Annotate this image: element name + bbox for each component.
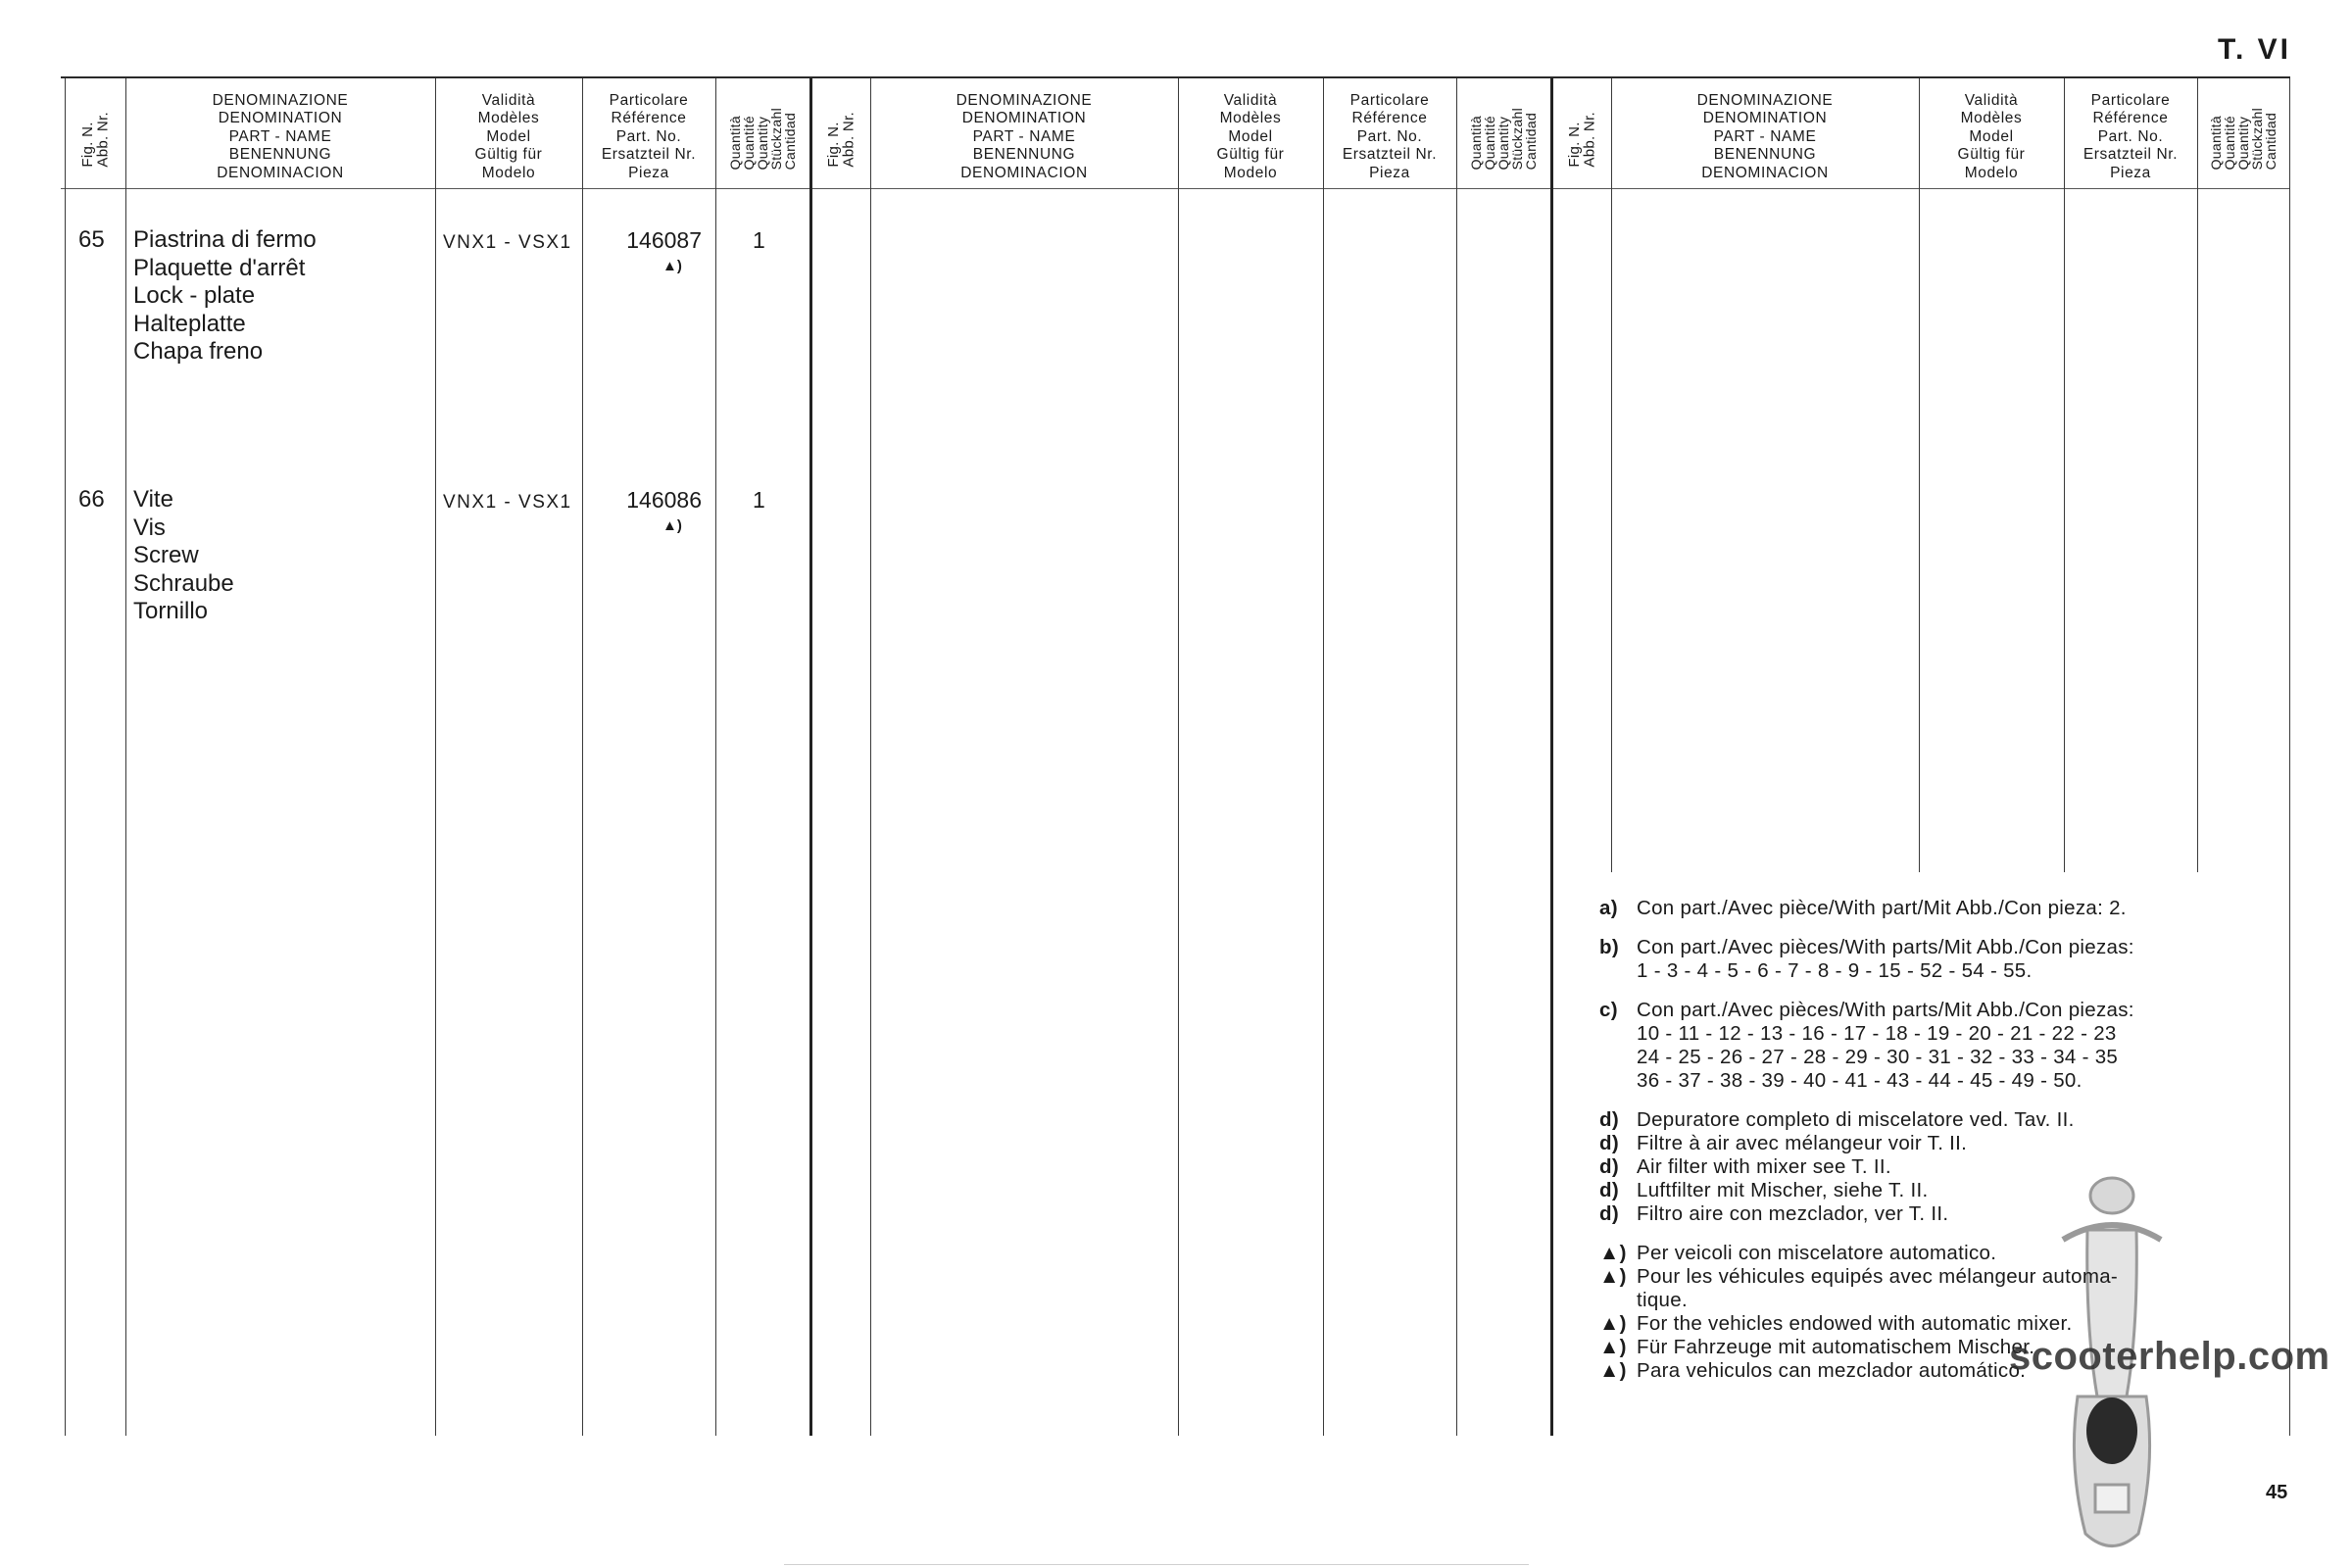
note-mark: d) [1599, 1108, 1619, 1131]
header-line: Référence [2092, 110, 2169, 127]
header-line: Modelo [1964, 164, 2019, 181]
header-line: Pieza [2110, 164, 2151, 181]
header-line: Particolare [609, 91, 689, 109]
header-denomination [870, 88, 1178, 186]
header-line: Quantité [2222, 116, 2237, 171]
header-fig-line: Abb. Nr. [840, 111, 858, 168]
part-name-list [133, 226, 317, 367]
header-line: Part. No. [2097, 127, 2164, 145]
note-line: Filtre à air avec mélangeur voir T. II. [1637, 1132, 1968, 1154]
note-line: For the vehicles endowed with automatic mixer. [1637, 1312, 2073, 1335]
header-line: Quantity [1495, 117, 1511, 171]
header-line: Quantity [2235, 117, 2251, 171]
header-line: DENOMINAZIONE [956, 91, 1093, 109]
header-denomination [1611, 88, 1919, 186]
note-item [1599, 1242, 2266, 1265]
note-line: Filtro aire con mezclador, ver T. II. [1637, 1202, 1949, 1225]
header-quantity [715, 94, 809, 184]
header-fig [1553, 94, 1611, 184]
model-validity: VNX1 - VSX1 [443, 232, 572, 253]
note-mark: ▲) [1599, 1336, 1627, 1358]
note-line: Con part./Avec pièces/With parts/Mit Abb./Con piezas: [1637, 936, 2134, 958]
note-line: Para vehiculos can mezclador automático. [1637, 1359, 2027, 1382]
note-item [1599, 936, 2266, 983]
header-line: DENOMINATION [961, 110, 1087, 127]
header-denomination [125, 88, 435, 186]
note-mark: ▲) [1599, 1242, 1627, 1264]
header-line: DENOMINAZIONE [1696, 91, 1834, 109]
note-mark: d) [1599, 1202, 1619, 1225]
note-item [1599, 1108, 2266, 1132]
header-validity [1919, 88, 2064, 186]
note-mark: d) [1599, 1179, 1619, 1201]
note-item [1599, 1179, 2266, 1202]
header-line: Stückzahl [768, 108, 784, 171]
header-fig-line: Abb. Nr. [94, 111, 111, 168]
col-rule [2197, 78, 2198, 872]
note-text [1637, 1108, 2266, 1132]
header-line: Ersatzteil Nr. [2082, 146, 2179, 164]
table-right-rule [2289, 78, 2290, 1436]
note-gap [1599, 983, 2266, 999]
part-number: 146087 [626, 227, 702, 253]
header-fig-line: Fig. N. [825, 122, 842, 168]
part-name-it: Piastrina di fermo [133, 226, 317, 253]
notes-block [1599, 897, 2266, 1383]
header-line: Cantidad [2263, 113, 2278, 171]
section-divider [809, 78, 812, 1436]
header-line: Cantidad [782, 113, 798, 171]
part-name-es: Tornillo [133, 598, 209, 624]
header-fig-line: Abb. Nr. [1581, 111, 1598, 168]
note-text [1637, 1155, 2266, 1179]
part-name-de: Schraube [133, 569, 234, 597]
part-name-fr: Plaquette d'arrêt [133, 254, 306, 281]
part-name-fr: Vis [133, 514, 166, 541]
note-line: Für Fahrzeuge mit automatischem Mischer. [1637, 1336, 2035, 1358]
header-line: BENENNUNG [228, 146, 332, 164]
scooter-plate-shape [2095, 1485, 2129, 1512]
header-line: DENOMINATION [1702, 110, 1828, 127]
header-part-no [2064, 88, 2197, 186]
note-gap [1599, 1093, 2266, 1108]
note-mark: ▲) [1599, 1359, 1627, 1382]
header-validity [1178, 88, 1323, 186]
header-line: DENOMINAZIONE [212, 91, 349, 109]
note-text [1637, 1202, 2266, 1226]
col-rule [125, 78, 126, 1436]
part-name-en: Lock - plate [133, 282, 256, 309]
header-fig [65, 94, 125, 184]
header-line: PART - NAME [1713, 127, 1817, 145]
note-line: 1 - 3 - 4 - 5 - 6 - 7 - 8 - 9 - 15 - 52 - 54 - 55. [1637, 959, 2033, 982]
note-item [1599, 1265, 2266, 1312]
scan-artifact-line [784, 1564, 1529, 1565]
table-top-rule [61, 76, 2290, 78]
note-text [1637, 936, 2266, 983]
part-note-mark: ▲) [662, 517, 682, 534]
col-rule [1456, 78, 1457, 1436]
header-line: Part. No. [615, 127, 682, 145]
note-item [1599, 1155, 2266, 1179]
col-rule [1323, 78, 1324, 1436]
note-line: Air filter with mixer see T. II. [1637, 1155, 1891, 1178]
header-validity [435, 88, 582, 186]
header-quantity [1456, 94, 1550, 184]
header-line: DENOMINACION [960, 164, 1088, 181]
col-rule [1611, 78, 1612, 872]
header-line: Cantidad [1523, 113, 1539, 171]
header-line: Modelo [481, 164, 536, 181]
header-line: Model [1969, 127, 2014, 145]
note-line: 24 - 25 - 26 - 27 - 28 - 29 - 30 - 31 - 32 - 33 - 34 - 35 [1637, 1046, 2119, 1068]
note-line: Pour les véhicules equipés avec mélangeur automa- [1637, 1265, 2119, 1288]
header-line: Validità [1964, 91, 2019, 109]
part-name-de: Halteplatte [133, 310, 246, 337]
note-gap [1599, 1226, 2266, 1242]
note-line: Con part./Avec pièce/With part/Mit Abb./Con pieza: 2. [1637, 897, 2127, 919]
col-rule [1919, 78, 1920, 872]
note-line: 36 - 37 - 38 - 39 - 40 - 41 - 43 - 44 - 45 - 49 - 50. [1637, 1069, 2082, 1092]
note-line: tique. [1637, 1289, 1688, 1311]
note-gap [1599, 920, 2266, 936]
header-line: Particolare [2090, 91, 2171, 109]
note-line: Con part./Avec pièces/With parts/Mit Abb./Con piezas: [1637, 999, 2134, 1021]
fig-number: 66 [78, 486, 105, 513]
col-rule [2064, 78, 2065, 872]
quantity-value: 1 [753, 487, 765, 513]
note-text [1637, 1242, 2266, 1265]
header-line: Validità [1223, 91, 1278, 109]
note-line: 10 - 11 - 12 - 13 - 16 - 17 - 18 - 19 - 20 - 21 - 22 - 23 [1637, 1022, 2117, 1045]
note-mark: ▲) [1599, 1312, 1627, 1335]
note-item [1599, 999, 2266, 1093]
header-bottom-rule [61, 188, 2290, 189]
note-line: Depuratore completo di miscelatore ved. Tav. II. [1637, 1108, 2075, 1131]
header-line: Gültig für [1957, 146, 2026, 164]
header-line: DENOMINATION [218, 110, 343, 127]
note-mark: c) [1599, 999, 1618, 1021]
part-name-list [133, 486, 234, 626]
header-line: Gültig für [474, 146, 543, 164]
header-part-no [1323, 88, 1456, 186]
header-fig [812, 94, 870, 184]
col-rule [1178, 78, 1179, 1436]
header-line: Quantity [755, 117, 770, 171]
header-line: BENENNUNG [972, 146, 1076, 164]
quantity-value: 1 [753, 227, 765, 253]
model-validity: VNX1 - VSX1 [443, 492, 572, 513]
header-line: Model [486, 127, 531, 145]
watermark-text: scooterhelp.com [2009, 1335, 2330, 1378]
note-mark: a) [1599, 897, 1618, 919]
note-mark: ▲) [1599, 1265, 1627, 1288]
part-name-it: Vite [133, 486, 173, 513]
header-line: DENOMINACION [217, 164, 344, 181]
note-text [1637, 897, 2266, 920]
header-line: Stückzahl [1509, 108, 1525, 171]
header-line: PART - NAME [972, 127, 1076, 145]
note-mark: d) [1599, 1132, 1619, 1154]
header-line: Modèles [477, 110, 540, 127]
header-line: Stückzahl [2249, 108, 2265, 171]
header-quantity [2197, 94, 2289, 184]
note-item [1599, 1202, 2266, 1226]
part-name-en: Screw [133, 542, 199, 568]
col-rule [870, 78, 871, 1436]
note-line: Per veicoli con miscelatore automatico. [1637, 1242, 1997, 1264]
note-text [1637, 999, 2266, 1093]
fig-number: 65 [78, 226, 105, 253]
header-line: Modelo [1223, 164, 1278, 181]
note-text [1637, 1179, 2266, 1202]
col-rule [582, 78, 583, 1436]
part-number: 146086 [626, 487, 702, 513]
header-line: PART - NAME [228, 127, 332, 145]
note-line: Luftfilter mit Mischer, siehe T. II. [1637, 1179, 1929, 1201]
header-line: Quantità [727, 116, 743, 171]
col-rule [715, 78, 716, 1436]
note-mark: d) [1599, 1155, 1619, 1178]
header-line: Part. No. [1356, 127, 1423, 145]
header-line: Particolare [1349, 91, 1430, 109]
header-line: Gültig für [1216, 146, 1285, 164]
header-line: Quantità [1468, 116, 1484, 171]
header-line: Quantité [741, 116, 757, 171]
header-part-no [582, 88, 715, 186]
table-code: T. VI [2217, 33, 2291, 66]
header-line: BENENNUNG [1713, 146, 1817, 164]
header-fig-line: Fig. N. [78, 122, 96, 168]
note-item [1599, 897, 2266, 920]
col-rule [435, 78, 436, 1436]
note-item [1599, 1132, 2266, 1155]
header-line: Validità [481, 91, 536, 109]
note-text [1637, 1265, 2266, 1312]
part-note-mark: ▲) [662, 258, 682, 274]
header-line: Ersatzteil Nr. [1342, 146, 1438, 164]
header-fig-line: Fig. N. [1566, 122, 1583, 168]
page-number: 45 [2266, 1482, 2288, 1503]
note-text [1637, 1312, 2266, 1336]
note-mark: b) [1599, 936, 1619, 958]
header-line: Quantità [2208, 116, 2224, 171]
header-line: DENOMINACION [1701, 164, 1829, 181]
header-line: Model [1228, 127, 1273, 145]
part-name-es: Chapa freno [133, 338, 264, 365]
header-line: Référence [611, 110, 687, 127]
header-line: Modèles [1219, 110, 1282, 127]
header-line: Modèles [1960, 110, 2023, 127]
note-text [1637, 1132, 2266, 1155]
header-line: Ersatzteil Nr. [601, 146, 697, 164]
scooter-seat-shape [2086, 1397, 2137, 1464]
header-line: Quantité [1482, 116, 1497, 171]
col-rule [65, 78, 66, 1436]
section-divider [1550, 78, 1553, 1436]
note-item [1599, 1312, 2266, 1336]
header-line: Référence [1351, 110, 1428, 127]
header-line: Pieza [1369, 164, 1410, 181]
header-line: Pieza [628, 164, 669, 181]
